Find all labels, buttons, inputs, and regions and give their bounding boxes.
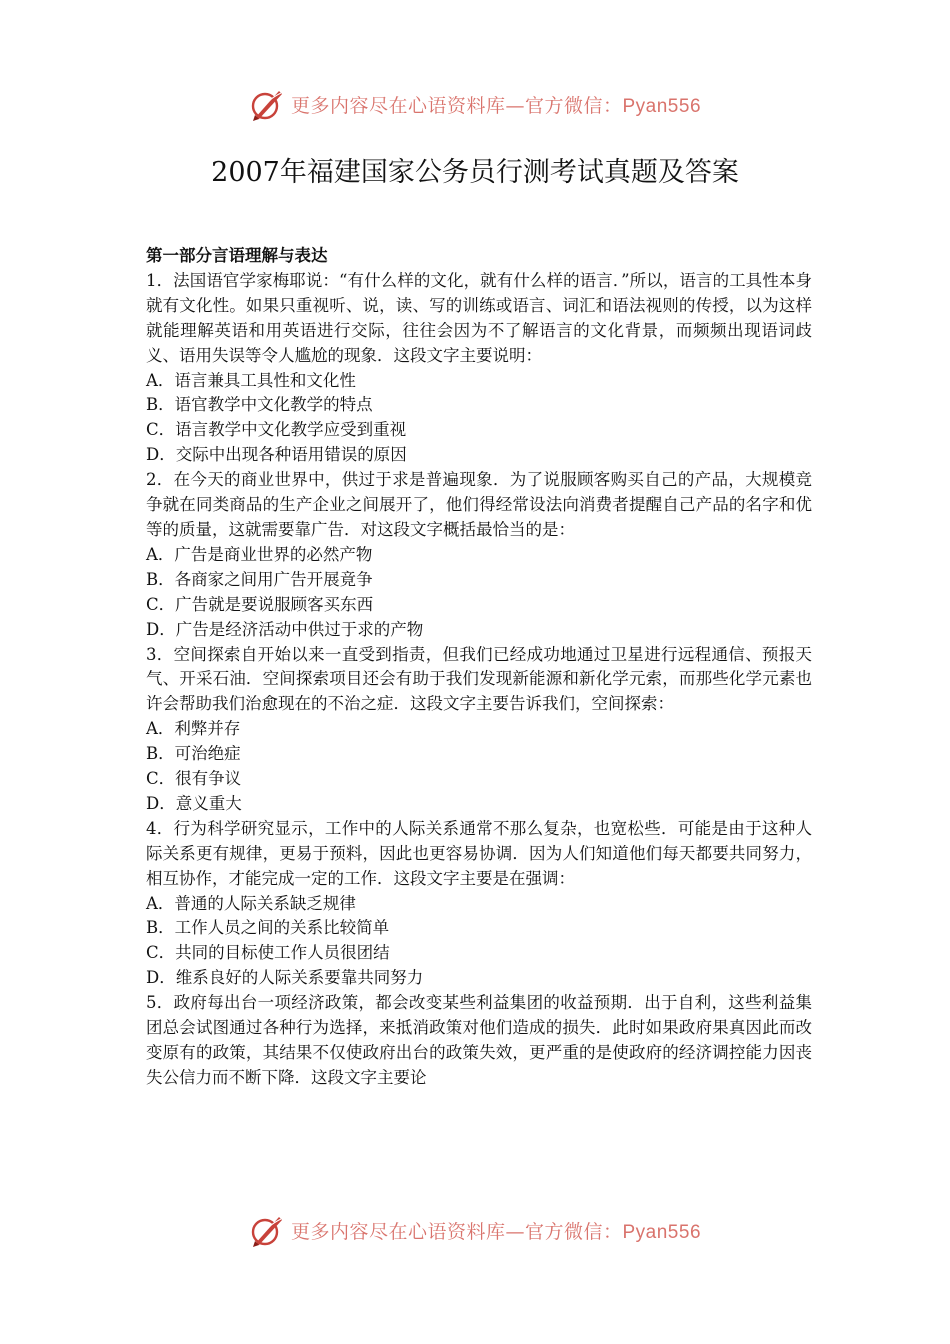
- quill-pen-icon: [249, 87, 285, 121]
- option-a: A．利弊并存: [146, 719, 241, 739]
- question-2: [146, 468, 812, 642]
- watermark-text: 更多内容尽在心语资料库—官方微信：Pyan556: [290, 1220, 702, 1243]
- question-stem: 3．空间探索自开始以来一直受到指责，但我们已经成功地通过卫星进行远程通信、预报天气、开采石油．空间探索项目还会有助于我们发现新能源和新化学元索，而那些化学元素也许会帮助我们治愈现在的不治之症．这段文字主要告诉我们，空间探索：: [146, 644, 812, 714]
- option-c: C．很有争议: [146, 769, 242, 789]
- quill-pen-icon: [249, 1213, 285, 1247]
- option-a: A．广告是商业世界的必然产物: [146, 544, 373, 564]
- question-stem: 4．行为科学研究显示，工作中的人际关系通常不那么复杂，也宽松些．可能是由于这种人际关系更有规律，更易于预料，因此也更容易协调．因为人们知道他们每天都要共同努力，相互协作，才能完成一定的工作．这段文字主要是在强调：: [146, 818, 812, 888]
- question-5: [146, 991, 812, 1091]
- option-b: B．可治绝症: [146, 744, 241, 764]
- option-d: D．交际中出现各种语用错误的原因: [146, 445, 407, 465]
- option-d: D．维系良好的人际关系要靠共同努力: [146, 968, 424, 988]
- question-3: [146, 643, 812, 817]
- question-stem: 1．法国语官学家梅耶说：“有什么样的文化，就有什么样的语言．”所以，语言的工具性本身就有文化性。如果只重视听、说，读、写的训练或语言、词汇和语法视则的传授，以为这样就能理解英语和用英语进行交际，往往会因为不了解语言的文化背景，而频频出现语词歧义、语用失误等令人尴尬的现象．这段文字主要说明：: [146, 270, 812, 365]
- option-c: C．语言教学中文化教学应受到重视: [146, 420, 407, 440]
- watermark-banner-bottom: [0, 1210, 950, 1250]
- option-c: C．广告就是要说服顾客买东西: [146, 594, 374, 614]
- option-a: A．语言兼具工具性和文化性: [146, 370, 356, 390]
- section-heading: 第一部分言语理解与表达: [146, 246, 328, 265]
- option-b: B．工作人员之间的关系比较简单: [146, 918, 390, 938]
- option-c: C．共同的目标使工作人员很团结: [146, 943, 390, 963]
- question-4: [146, 817, 812, 991]
- option-d: D．广告是经济活动中供过于求的产物: [146, 619, 424, 639]
- question-1: [146, 269, 812, 468]
- option-a: A．普通的人际关系缺乏规律: [146, 893, 356, 913]
- watermark-banner-top: [0, 84, 950, 124]
- question-stem: 2．在今天的商业世界中，供过于求是普遍现象．为了说服顾客购买自己的产品，大规模竞争就在同类商品的生产企业之间展开了，他们得经常设法向消费者提醒自己产品的名字和优等的质量，这就需要靠广告．对这段文字概括最恰当的是：: [146, 470, 812, 539]
- watermark-text: 更多内容尽在心语资料库—官方微信：Pyan556: [290, 94, 702, 117]
- option-d: D．意义重大: [146, 793, 242, 813]
- option-b: B．各商家之间用广告开展竟争: [146, 569, 373, 589]
- question-stem: 5．政府每出台一项经济政策，都会改变某些利益集团的收益预期．出于自利，这些利益集团总会试图通过各种行为选择，来抵消政策对他们造成的损失．此时如果政府果真因此而改变原有的政策，其结果不仅使政府出台的政策失效，更严重的是使政府的经济调控能力因丧失公信力而不断下降．这段文字主要论: [146, 993, 812, 1087]
- document-body: [146, 244, 812, 1091]
- option-b: B．语官教学中文化教学的特点: [146, 395, 373, 415]
- page-title: 2007年福建国家公务员行测考试真题及答案: [211, 157, 739, 188]
